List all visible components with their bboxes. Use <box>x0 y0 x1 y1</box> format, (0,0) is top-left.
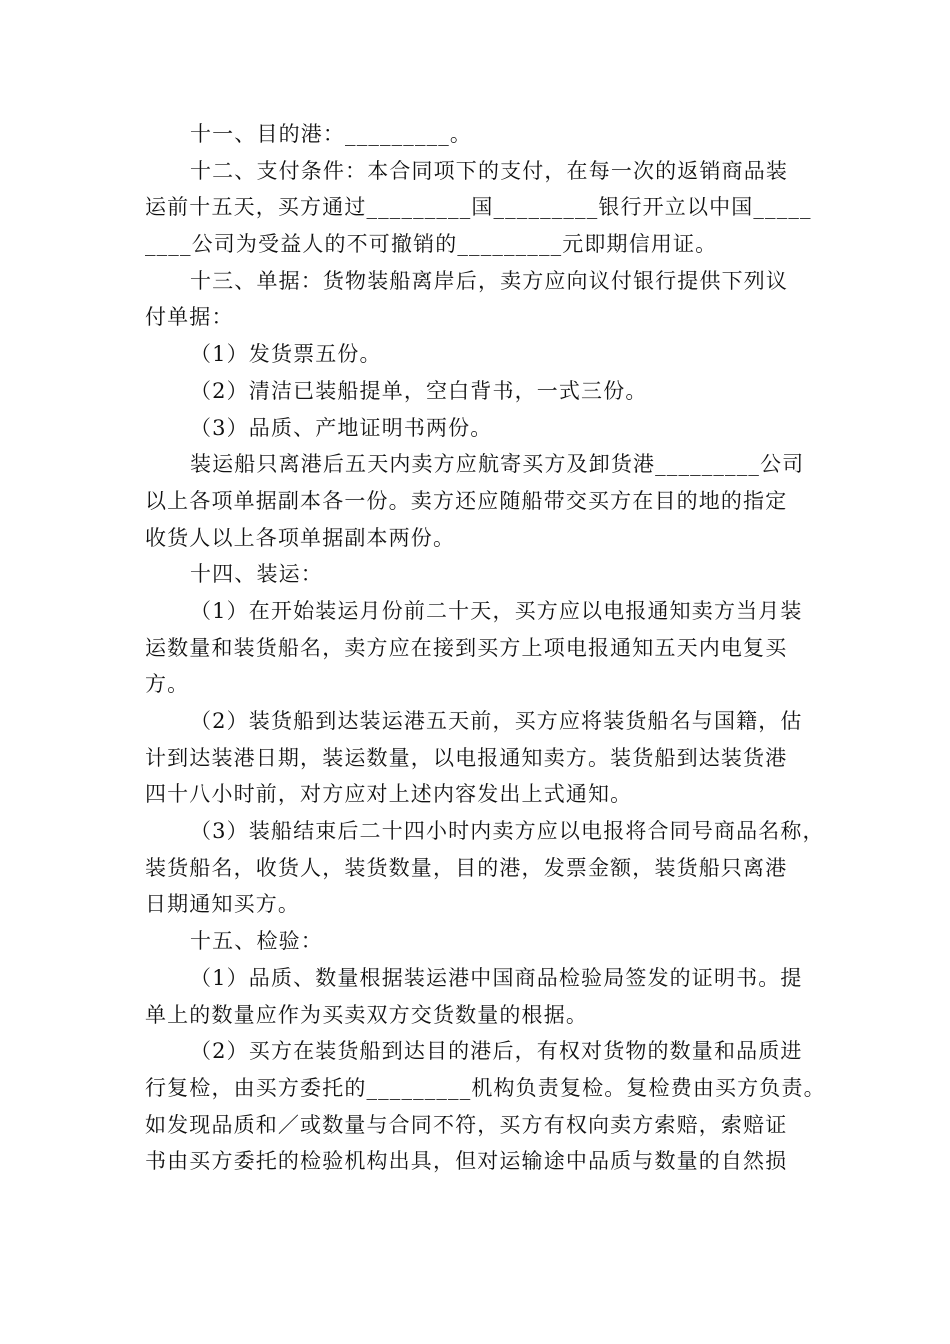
clause-13-copies-paragraph-cont-1: 以上各项单据副本各一份。卖方还应随船带交买方在目的地的指定 <box>145 488 788 513</box>
clause-14-item-2-cont-2: 四十八小时前，对方应对上述内容发出上式通知。 <box>145 782 633 807</box>
clause-15-item-1: （1）品质、数量根据装运港中国商品检验局签发的证明书。提 <box>190 965 803 990</box>
clause-11-destination-port: 十一、目的港：_________。 <box>190 122 473 146</box>
clause-14-item-3-cont-1: 装货船名，收货人，装货数量，目的港，发票金额，装货船只离港 <box>145 855 788 880</box>
clause-15-item-2-cont-2: 如发现品质和／或数量与合同不符，买方有权向卖方索赔，索赔证 <box>145 1112 788 1137</box>
clause-12-payment-terms-cont-2: ____公司为受益人的不可撤销的_________元即期信用证。 <box>145 232 718 257</box>
clause-15-item-2: （2）买方在装货船到达目的港后，有权对货物的数量和品质进 <box>190 1039 803 1064</box>
clause-14-item-1-cont-2: 方。 <box>145 672 190 697</box>
clause-15-item-2-cont-1: 行复检，由买方委托的_________机构负责复检。复检费由买方负责。 <box>145 1075 826 1100</box>
clause-14-item-3: （3）装船结束后二十四小时内卖方应以电报将合同号商品名称， <box>190 819 825 844</box>
clause-13-item-3: （3）品质、产地证明书两份。 <box>190 415 493 440</box>
document-body <box>145 116 826 1180</box>
clause-14-shipment: 十四、装运： <box>190 562 323 587</box>
clause-13-documents-cont: 付单据： <box>145 305 234 330</box>
clause-14-item-2: （2）装货船到达装运港五天前，买方应将装货船名与国籍，估 <box>190 709 803 733</box>
clause-13-item-1: （1）发货票五份。 <box>190 342 382 367</box>
clause-13-documents: 十三、单据：货物装船离岸后，卖方应向议付银行提供下列议 <box>190 268 789 293</box>
clause-14-item-3-cont-2: 日期通知买方。 <box>145 892 301 917</box>
clause-14-item-1: （1）在开始装运月份前二十天，买方应以电报通知卖方当月装 <box>190 598 803 623</box>
clause-13-copies-paragraph: 装运船只离港后五天内卖方应航寄买方及卸货港_________公司 <box>190 452 805 477</box>
clause-13-item-2: （2）清洁已装船提单，空白背书，一式三份。 <box>190 378 648 403</box>
clause-14-item-1-cont-1: 运数量和装货船名，卖方应在接到买方上项电报通知五天内电复买 <box>145 635 788 660</box>
clause-15-item-2-cont-3: 书由买方委托的检验机构出具，但对运输途中品质与数量的自然损 <box>145 1149 788 1174</box>
clause-14-item-2-cont-1: 计到达装港日期，装运数量，以电报通知卖方。装货船到达装货港 <box>145 745 788 770</box>
clause-12-payment-terms: 十二、支付条件：本合同项下的支付，在每一次的返销商品装 <box>190 158 789 183</box>
clause-13-copies-paragraph-cont-2: 收货人以上各项单据副本两份。 <box>145 525 456 550</box>
clause-15-inspection: 十五、检验： <box>190 929 323 954</box>
clause-12-payment-terms-cont-1: 运前十五天，买方通过_________国_________银行开立以中国_____ <box>145 195 812 220</box>
clause-15-item-1-cont: 单上的数量应作为买卖双方交货数量的根据。 <box>145 1002 588 1027</box>
